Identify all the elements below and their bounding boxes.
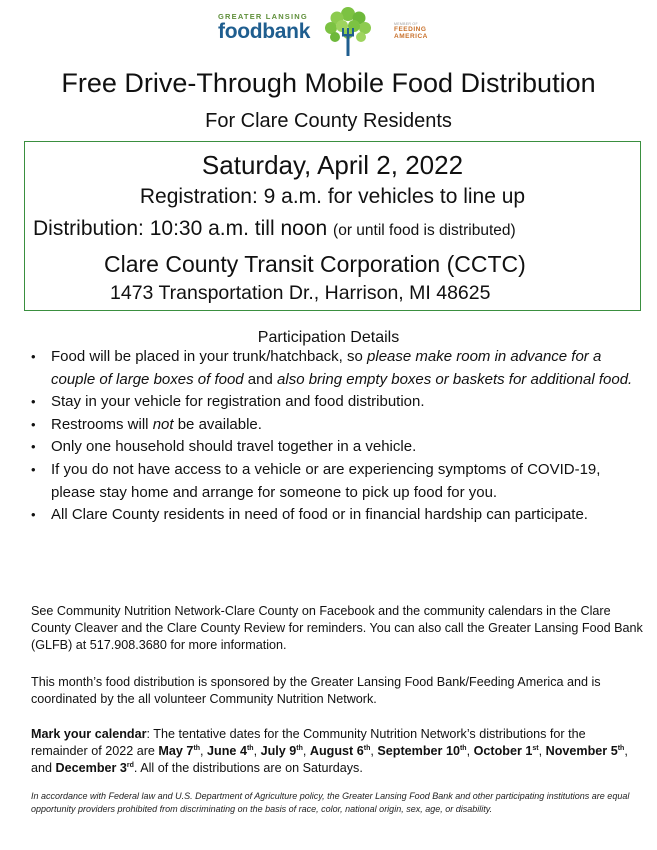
calendar-intro: : The tentative dates for the Community Nutrition Network’s distributions for the remainder of 2022 are — [31, 727, 586, 759]
date-july-suffix: th — [296, 745, 303, 753]
list-item — [30, 436, 642, 459]
date-december-text: December 3 — [55, 761, 127, 776]
food-bank-logo — [218, 8, 438, 56]
date-june-text: June 4 — [207, 744, 247, 759]
separator: , — [200, 744, 208, 759]
separator-and: , and — [31, 744, 628, 776]
calendar-paragraph — [31, 726, 643, 778]
date-july-text: July 9 — [260, 744, 297, 759]
date-june — [207, 744, 254, 758]
calendar-label: Mark your calendar — [31, 727, 147, 741]
registration-label: Registration: — [139, 185, 258, 208]
bullet-1-text-c: and — [243, 370, 278, 388]
separator: , — [466, 744, 474, 759]
distribution-label: Distribution: — [33, 217, 144, 240]
logo-big-text: foodbank — [218, 20, 311, 43]
registration-line — [25, 183, 640, 211]
separator: , — [302, 744, 310, 759]
calendar-outro: . All of the distributions are on Saturdays. — [133, 761, 363, 776]
date-november-text: November 5 — [545, 744, 618, 759]
logo-small-text: GREATER LANSING — [218, 12, 308, 21]
separator: , — [370, 744, 378, 759]
date-july — [261, 744, 303, 758]
bullet-1-text-b: please make room in advance for a couple of large boxes of food — [51, 348, 602, 388]
list-item — [30, 459, 642, 504]
feeding-america-logo — [394, 22, 444, 40]
date-october-text: October 1 — [473, 744, 533, 759]
page-title: Free Drive-Through Mobile Food Distribution — [61, 68, 596, 98]
date-august — [310, 744, 370, 758]
registration-value: 9 a.m. for vehicles to line up — [263, 185, 526, 208]
separator: , — [538, 744, 546, 759]
bullet-6-text: All Clare County residents in need of food or in financial hardship can participate. — [51, 506, 588, 524]
distribution-line — [33, 215, 516, 245]
list-item — [30, 391, 642, 414]
nondiscrimination-disclaimer: In accordance with Federal law and U.S. Department of Agriculture policy, the Greater Lansing Food Bank and other participating institutions are equal opportunity providers prohibited from discriminating on the basis of race, color, national origin, sex, age, or disability. — [31, 791, 630, 814]
date-november — [546, 744, 625, 758]
date-september-suffix: th — [459, 745, 467, 753]
date-june-suffix: th — [246, 745, 254, 753]
date-october-suffix: st — [532, 745, 539, 753]
event-date: Saturday, April 2, 2022 — [201, 150, 464, 180]
date-november-suffix: th — [617, 745, 625, 753]
page-subtitle: For Clare County Residents — [205, 110, 452, 132]
date-may-suffix: th — [193, 745, 201, 753]
date-september-text: September 10 — [377, 744, 460, 759]
partner-line-1: FEEDING — [394, 26, 427, 33]
date-december-suffix: rd — [126, 762, 134, 770]
date-august-text: August 6 — [309, 744, 364, 759]
distribution-value: 10:30 a.m. till noon — [149, 217, 328, 240]
tree-fork-icon — [322, 4, 374, 58]
participation-list — [30, 346, 642, 527]
separator: , — [253, 744, 261, 759]
bullet-1-text-d: also bring empty boxes or baskets for additional food. — [277, 370, 633, 388]
bullet-1-text-a: Food will be placed in your trunk/hatchback, so — [51, 348, 368, 365]
bullet-5-text: If you do not have access to a vehicle or are experiencing symptoms of COVID-19, please stay home and arrange for someone to pick up food for you. — [51, 460, 601, 501]
distribution-note: (or until food is distributed) — [333, 222, 516, 239]
bullet-3-text-a: Restrooms will — [51, 415, 153, 433]
date-august-suffix: th — [363, 745, 371, 753]
bullet-4-text: Only one household should travel together in a vehicle. — [51, 438, 417, 456]
bullet-3-text-c: be available. — [173, 415, 262, 433]
bullet-2-text: Stay in your vehicle for registration and food distribution. — [51, 393, 425, 411]
event-details-box — [24, 141, 641, 311]
date-may — [158, 744, 200, 758]
event-venue: Clare County Transit Corporation (CCTC) — [104, 251, 526, 277]
facebook-paragraph: See Community Nutrition Network-Clare County on Facebook and the community calendars in the Clare County Cleaver and the Clare County Review for reminders. You can also call the Greater Lansing Food Bank (GLFB) at 517.908.3680 for more information. — [31, 604, 643, 653]
list-item — [30, 346, 642, 391]
event-address: 1473 Transportation Dr., Harrison, MI 48625 — [110, 282, 491, 304]
participation-heading: Participation Details — [257, 329, 400, 346]
sponsor-paragraph: This month’s food distribution is sponsored by the Greater Lansing Food Bank/Feeding America and is coordinated by the all volunteer Community Nutrition Network. — [31, 675, 601, 707]
partner-member-text: MEMBER OF — [394, 22, 418, 26]
list-item — [30, 504, 642, 527]
date-december — [56, 761, 134, 775]
date-september — [377, 744, 466, 758]
bullet-3-text-b: not — [152, 415, 174, 433]
partner-line-2: AMERICA — [394, 33, 428, 40]
logo-wordmark — [218, 12, 318, 43]
date-october — [474, 744, 539, 758]
list-item — [30, 414, 642, 437]
date-may-text: May 7 — [158, 744, 194, 759]
